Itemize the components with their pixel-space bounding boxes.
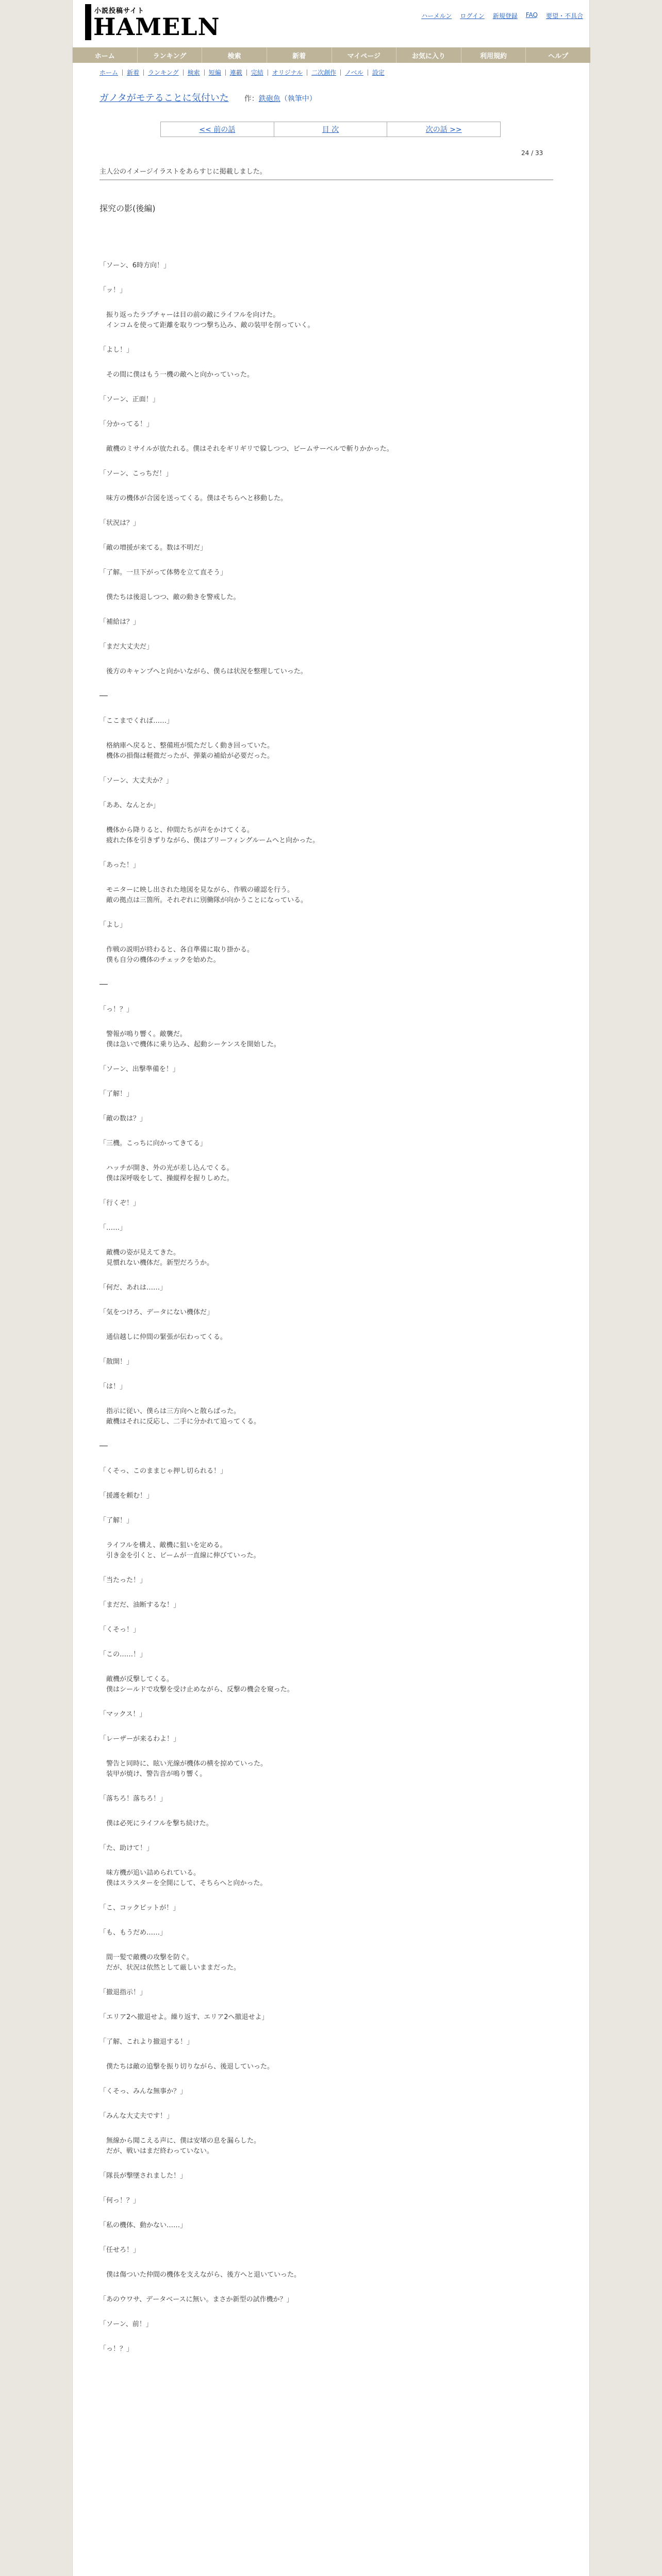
global-nav-terms[interactable]: 利用規約 (461, 47, 526, 63)
story-paragraph: 「……」 (100, 1224, 127, 1232)
sub-nav-link[interactable]: 検索 (184, 70, 205, 76)
sub-nav-link[interactable]: 設定 (372, 69, 385, 76)
story-paragraph: その間に僕はもう一機の敵へと向かっていった。 (100, 371, 254, 379)
story-body (100, 261, 541, 2369)
story-paragraph: 「くそっ、みんな無事か？」 (100, 2088, 187, 2095)
header-link-login[interactable]: ログイン (460, 12, 485, 20)
story-paragraph: 「ソーン、出撃準備を！」 (100, 1065, 179, 1073)
logo-text: HAMELN (93, 13, 220, 41)
global-nav-new[interactable]: 新着 (267, 47, 332, 63)
story-paragraph: 味方機が追い詰められている。 僕はスラスターを全開にして、そちらへと向かった。 (106, 1869, 267, 1887)
story-paragraph: 「くそっ、このままじゃ押し切られる！」 (100, 1467, 227, 1475)
chapter-subtitle: 探究の影(後編) (100, 204, 156, 213)
novel-title-bar (100, 91, 553, 103)
story-paragraph: 通信越しに仲間の緊張が伝わってくる。 (100, 1333, 227, 1341)
story-paragraph: 「状況は？」 (100, 519, 140, 527)
logo-tagline: 小説投稿サイト (94, 7, 145, 15)
global-nav-mypage[interactable]: マイページ (332, 47, 397, 63)
story-paragraph: 後方のキャンプへと向かいながら、僕らは状況を整理していった。 (100, 668, 307, 675)
header-link-faq[interactable]: FAQ (525, 11, 538, 19)
story-paragraph: 僕たちは敵の追撃を振り切りながら、後退していった。 (100, 2063, 274, 2071)
story-paragraph: 「気をつけろ、データにない機体だ」 (100, 1309, 214, 1316)
story-paragraph: 警報が鳴り響く。敵襲だ。 僕は急いで機体に乗り込み、起動シーケンスを開始した。 (106, 1030, 280, 1048)
global-nav-favorites[interactable]: お気に入り (396, 47, 461, 63)
global-nav-home[interactable]: ホーム (73, 47, 138, 63)
sub-nav-link[interactable]: 新着 (123, 70, 144, 76)
story-paragraph: 「マックス！」 (100, 1710, 146, 1718)
story-paragraph: 「了解！」 (100, 1090, 134, 1098)
story-paragraph: 「散開！」 (100, 1358, 134, 1366)
story-paragraph: ライフルを構え、敵機に狙いを定める。 引き金を引くと、ビームが一直線に伸びていった。 (106, 1541, 260, 1560)
story-paragraph: 「何だ、あれは……」 (100, 1284, 167, 1292)
story-paragraph: ── (100, 692, 108, 700)
story-paragraph: 「敵の増援が来てる。数は不明だ」 (100, 544, 207, 552)
page-counter: 24 / 33 (521, 149, 543, 157)
story-paragraph: 「当たった！」 (100, 1577, 147, 1584)
story-paragraph: 「レーザーが来るわよ！」 (100, 1735, 180, 1743)
content-wrapper (72, 0, 590, 2576)
story-paragraph: ── (100, 981, 108, 989)
story-paragraph: 「了解！」 (100, 1517, 134, 1524)
header-link-home[interactable]: ハーメルン (421, 12, 452, 20)
author-label: 作： (244, 95, 259, 103)
story-paragraph: 指示に従い、僕らは三方向へと散らばった。 敵機はそれに反応し、二手に分かれて追ってくる。 (106, 1408, 261, 1426)
foreword-text: 主人公のイメージイラストをあらすじに掲載しました。 (100, 168, 267, 176)
story-paragraph: 格納庫へ戻ると、整備班が慌ただしく動き回っていた。 機体の損傷は軽微だったが、弾薬の補給が必要だった。 (106, 742, 274, 760)
site-header (73, 0, 590, 47)
global-nav (73, 47, 590, 63)
story-paragraph: 「ソーン、前！」 (100, 2320, 153, 2328)
story-paragraph: 「こ、コックピットが！」 (100, 1904, 180, 1912)
story-paragraph: 「は！」 (100, 1383, 127, 1391)
story-paragraph: 「まだ大丈夫だ」 (100, 643, 154, 651)
sub-nav-link[interactable]: ホーム (100, 70, 123, 76)
sub-nav-link[interactable]: ノベル (341, 70, 368, 76)
story-paragraph: 「あった！」 (100, 861, 140, 869)
header-link-feedback[interactable]: 要望・不具合 (545, 12, 583, 20)
story-paragraph: ── (100, 1443, 108, 1450)
story-paragraph: 敵機が反撃してくる。 僕はシールドで攻撃を受け止めながら、反撃の機会を窺った。 (106, 1675, 294, 1693)
novel-title-link[interactable]: ガノタがモテることに気付いた (100, 93, 229, 104)
story-paragraph: 「みんな大丈夫です！」 (100, 2112, 174, 2120)
story-paragraph: 振り返ったラプチャーは目の前の敵にライフルを向けた。 インコムを使って距離を取りつつ撃ち込み、敵の装甲を削っていく。 (106, 311, 315, 329)
story-paragraph: 作戦の説明が終わると、各自準備に取り掛かる。 僕も自分の機体のチェックを始めた。 (106, 946, 254, 964)
story-paragraph: 「任せろ！」 (100, 2246, 140, 2254)
next-chapter-link[interactable]: 次の話 >> (425, 126, 462, 134)
site-logo[interactable] (85, 4, 220, 43)
story-paragraph: 敵機の姿が見えてきた。 見慣れない機体だ。新型だろうか。 (106, 1249, 214, 1267)
story-paragraph: 「た、助けて！」 (100, 1844, 154, 1852)
story-paragraph: 機体から降りると、仲間たちが声をかけてくる。 疲れた体を引きずりながら、僕はブリーフィングルームへと向かった。 (106, 826, 320, 844)
logo-bar (85, 4, 91, 40)
toc-link[interactable]: 目 次 (274, 122, 388, 137)
story-paragraph: 「援護を頼む！」 (100, 1492, 154, 1500)
story-paragraph: 「敵の数は？」 (100, 1115, 147, 1123)
story-paragraph: モニターに映し出された地図を見ながら、作戦の確認を行う。 敵の拠点は三箇所。それぞれに別働隊が向かうことになっている。 (106, 886, 308, 904)
divider (100, 179, 553, 180)
global-nav-help[interactable]: ヘルプ (548, 52, 569, 60)
author-status: （執筆中） (280, 95, 317, 103)
story-paragraph: 「撤退指示！」 (100, 1989, 147, 1996)
story-paragraph: 「ああ、なんとか」 (100, 802, 160, 809)
story-paragraph: 味方の機体が合図を送ってくる。僕はそちらへと移動した。 (100, 495, 288, 502)
header-links (421, 11, 583, 20)
sub-nav-link[interactable]: ランキング (144, 70, 184, 76)
story-paragraph: 「落ちろ！落ちろ！」 (100, 1795, 167, 1803)
story-paragraph: 「隊長が撃墜されました！」 (100, 2172, 187, 2180)
story-paragraph: 僕は必死にライフルを撃ち続けた。 (100, 1820, 213, 1827)
story-paragraph: 「ッ！」 (100, 286, 127, 294)
global-nav-search[interactable]: 検索 (202, 47, 267, 63)
story-paragraph: 「何っ！？」 (100, 2197, 140, 2205)
story-paragraph: 「分かってる！」 (100, 420, 154, 428)
story-paragraph: 「私の機体、動かない……」 (100, 2222, 187, 2229)
story-paragraph: 「ソーン、こっちだ！」 (100, 470, 173, 478)
story-paragraph: 「ここまでくれば……」 (100, 717, 174, 725)
story-paragraph: 「了解。一旦下がって体勢を立て直そう」 (100, 569, 227, 577)
story-paragraph: 敵機のミサイルが放たれる。僕はそれをギリギリで躱しつつ、ビームサーベルで斬りかかった。 (100, 445, 393, 453)
sub-nav-link[interactable]: オリジナル (268, 70, 307, 76)
story-paragraph: 「行くぞ！」 (100, 1199, 140, 1207)
story-paragraph: 「ソーン、6時方向！」 (100, 262, 170, 269)
story-paragraph: 「くそっ！」 (100, 1626, 140, 1634)
chapter-nav (160, 122, 501, 137)
story-paragraph: 「よし」 (100, 921, 127, 929)
sub-nav-link[interactable]: 短編 (205, 70, 226, 76)
story-paragraph: 「三機。こっちに向かってきてる」 (100, 1140, 207, 1147)
story-paragraph: 「ソーン、大丈夫か？」 (100, 777, 173, 785)
story-paragraph: 「よし！」 (100, 346, 134, 354)
story-paragraph: 僕は傷ついた仲間の機体を支えながら、後方へと退いていった。 (100, 2271, 301, 2279)
story-paragraph: ハッチが開き、外の光が差し込んでくる。 僕は深呼吸をして、操縦桿を握りしめた。 (106, 1164, 234, 1182)
story-paragraph: 「補給は？」 (100, 618, 140, 626)
story-paragraph: 僕たちは後退しつつ、敵の動きを警戒した。 (100, 594, 240, 601)
story-paragraph: 「了解、これより撤退する！」 (100, 2038, 194, 2046)
header-link-register[interactable]: 新規登録 (492, 12, 518, 20)
story-paragraph: 「ソーン、正面！」 (100, 396, 159, 403)
sub-nav-link[interactable]: 完結 (247, 70, 268, 76)
author-link[interactable]: 鉄砲魚 (258, 95, 280, 103)
story-paragraph: 「っ！？」 (100, 1006, 134, 1013)
story-paragraph: 「この……！」 (100, 1651, 147, 1658)
sub-nav (73, 67, 590, 78)
story-paragraph: 「っ！？」 (100, 2345, 134, 2353)
story-paragraph: 「あのウワサ、データベースに無い。まさか新型の試作機か？」 (100, 2296, 293, 2303)
story-paragraph: 無線から聞こえる声に、僕は安堵の息を漏らした。 だが、戦いはまだ終わっていない。 (106, 2137, 261, 2155)
story-paragraph: 間一髪で敵機の攻撃を防ぐ。 だが、状況は依然として厳しいままだった。 (106, 1954, 241, 1972)
global-nav-ranking[interactable]: ランキング (138, 47, 203, 63)
story-paragraph: 警告と同時に、眩い光線が機体の横を掠めていった。 装甲が焼け、警告音が鳴り響く。 (106, 1760, 268, 1778)
story-paragraph: 「エリア2へ撤退せよ。繰り返す、エリア2へ撤退せよ」 (100, 2013, 269, 2021)
story-paragraph: 「も、もうだめ……」 (100, 1929, 167, 1937)
sub-nav-link[interactable]: 連載 (226, 70, 247, 76)
prev-chapter-link[interactable]: << 前の話 (161, 122, 274, 137)
sub-nav-link[interactable]: 二次創作 (307, 70, 341, 76)
story-paragraph: 「まだだ、油断するな！」 (100, 1601, 180, 1609)
